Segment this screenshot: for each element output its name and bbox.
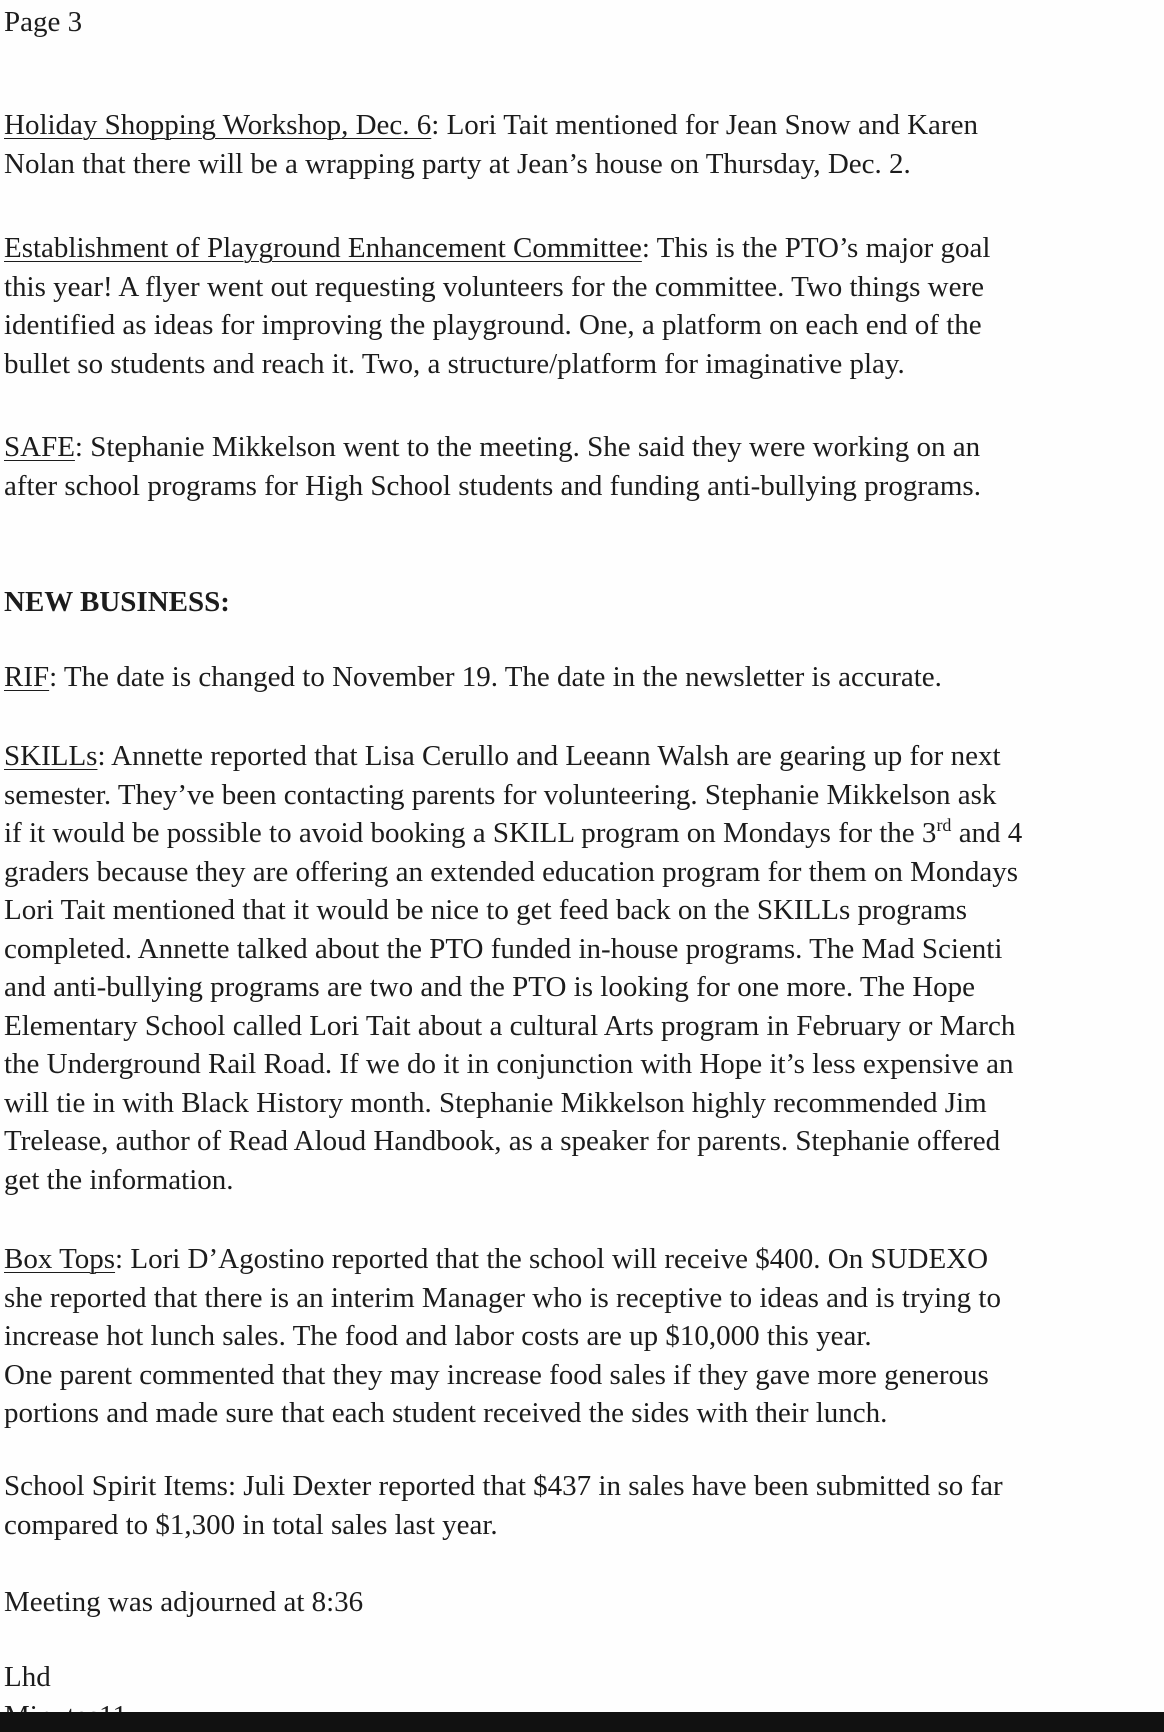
safe-paragraph	[4, 428, 1164, 505]
rif-paragraph	[4, 658, 1164, 697]
school-spirit-paragraph	[4, 1467, 1164, 1544]
adjournment-paragraph	[4, 1583, 1164, 1622]
playground-committee-text: : This is the PTO’s major goal	[641, 232, 991, 264]
playground-committee-paragraph	[4, 229, 1164, 383]
school-spirit-text: compared to $1,300 in total sales last year.	[4, 1508, 498, 1541]
playground-committee-text: bullet so students and reach it. Two, a structure/platform for imaginative play.	[4, 347, 905, 380]
box-tops-text: portions and made sure that each student received the sides with their lunch.	[4, 1397, 888, 1429]
skills-text: get the information.	[4, 1163, 234, 1196]
skills-text: completed. Annette talked about the PTO funded in-house programs. The Mad Scienti	[4, 932, 1003, 965]
new-business-section	[4, 583, 1164, 622]
holiday-workshop-paragraph	[4, 106, 1164, 183]
page-number: Page 3	[4, 6, 83, 38]
skills-text: Trelease, author of Read Aloud Handbook, as a speaker for parents. Stephanie offered	[4, 1125, 1001, 1157]
rif-heading: RIF	[4, 661, 50, 693]
playground-committee-text: identified as ideas for improving the playground. One, a platform on each end of the	[4, 309, 982, 341]
skills-text: will tie in with Black History month. Stephanie Mikkelson highly recommended Jim	[4, 1086, 987, 1119]
skills-text: : Annette reported that Lisa Cerullo and Leeann Walsh are gearing up for next	[97, 740, 1001, 772]
safe-text: : Stephanie Mikkelson went to the meeting. She said they were working on an	[74, 431, 981, 463]
holiday-workshop-text: Nolan that there will be a wrapping party at Jean’s house on Thursday, Dec. 2.	[4, 147, 911, 180]
holiday-workshop-text: : Lori Tait mentioned for Jean Snow and Karen	[431, 109, 978, 141]
adjournment-text: Meeting was adjourned at 8:36	[4, 1586, 364, 1618]
skills-text: semester. They’ve been contacting parents for volunteering. Stephanie Mikkelson ask	[4, 778, 997, 811]
skills-text: and 4	[951, 817, 1023, 849]
safe-text: after school programs for High School students and funding anti-bullying programs.	[4, 469, 981, 502]
skills-text: the Underground Rail Road. If we do it in conjunction with Hope it’s less expensive an	[4, 1048, 1014, 1080]
box-tops-text: increase hot lunch sales. The food and labor costs are up $10,000 this year.	[4, 1320, 872, 1352]
skills-paragraph	[4, 737, 1164, 1199]
rif-text: : The date is changed to November 19. The date in the newsletter is accurate.	[49, 661, 942, 693]
playground-committee-heading: Establishment of Playground Enhancement Committee	[4, 232, 642, 264]
skills-heading: SKILLs	[4, 740, 98, 772]
author-initials: Lhd	[4, 1661, 51, 1693]
box-tops-text: she reported that there is an interim Manager who is receptive to ideas and is trying to	[4, 1281, 1001, 1314]
safe-heading: SAFE	[4, 431, 75, 463]
box-tops-paragraph	[4, 1240, 1164, 1433]
holiday-workshop-heading: Holiday Shopping Workshop, Dec. 6	[4, 109, 432, 141]
box-tops-text: : Lori D’Agostino reported that the school will receive $400. On SUDEXO	[115, 1243, 989, 1275]
ordinal-suffix: rd	[936, 815, 952, 835]
skills-text: and anti-bullying programs are two and the PTO is looking for one more. The Hope	[4, 971, 976, 1003]
school-spirit-text: School Spirit Items: Juli Dexter reported that $437 in sales have been submitted so far	[4, 1470, 1003, 1502]
skills-text: Elementary School called Lori Tait about a cultural Arts program in February or March	[4, 1009, 1016, 1042]
skills-text: Lori Tait mentioned that it would be nice to get feed back on the SKILLs programs	[4, 894, 968, 926]
box-tops-text: One parent commented that they may increase food sales if they gave more generous	[4, 1358, 989, 1391]
box-tops-heading: Box Tops	[4, 1243, 116, 1275]
scan-edge-bar	[0, 1712, 1164, 1732]
skills-text: graders because they are offering an extended education program for them on Mondays	[4, 855, 1019, 888]
playground-committee-text: this year! A flyer went out requesting volunteers for the committee. Two things were	[4, 270, 984, 303]
new-business-heading: NEW BUSINESS:	[4, 586, 230, 618]
skills-text: if it would be possible to avoid booking a SKILL program on Mondays for the 3	[4, 817, 937, 849]
